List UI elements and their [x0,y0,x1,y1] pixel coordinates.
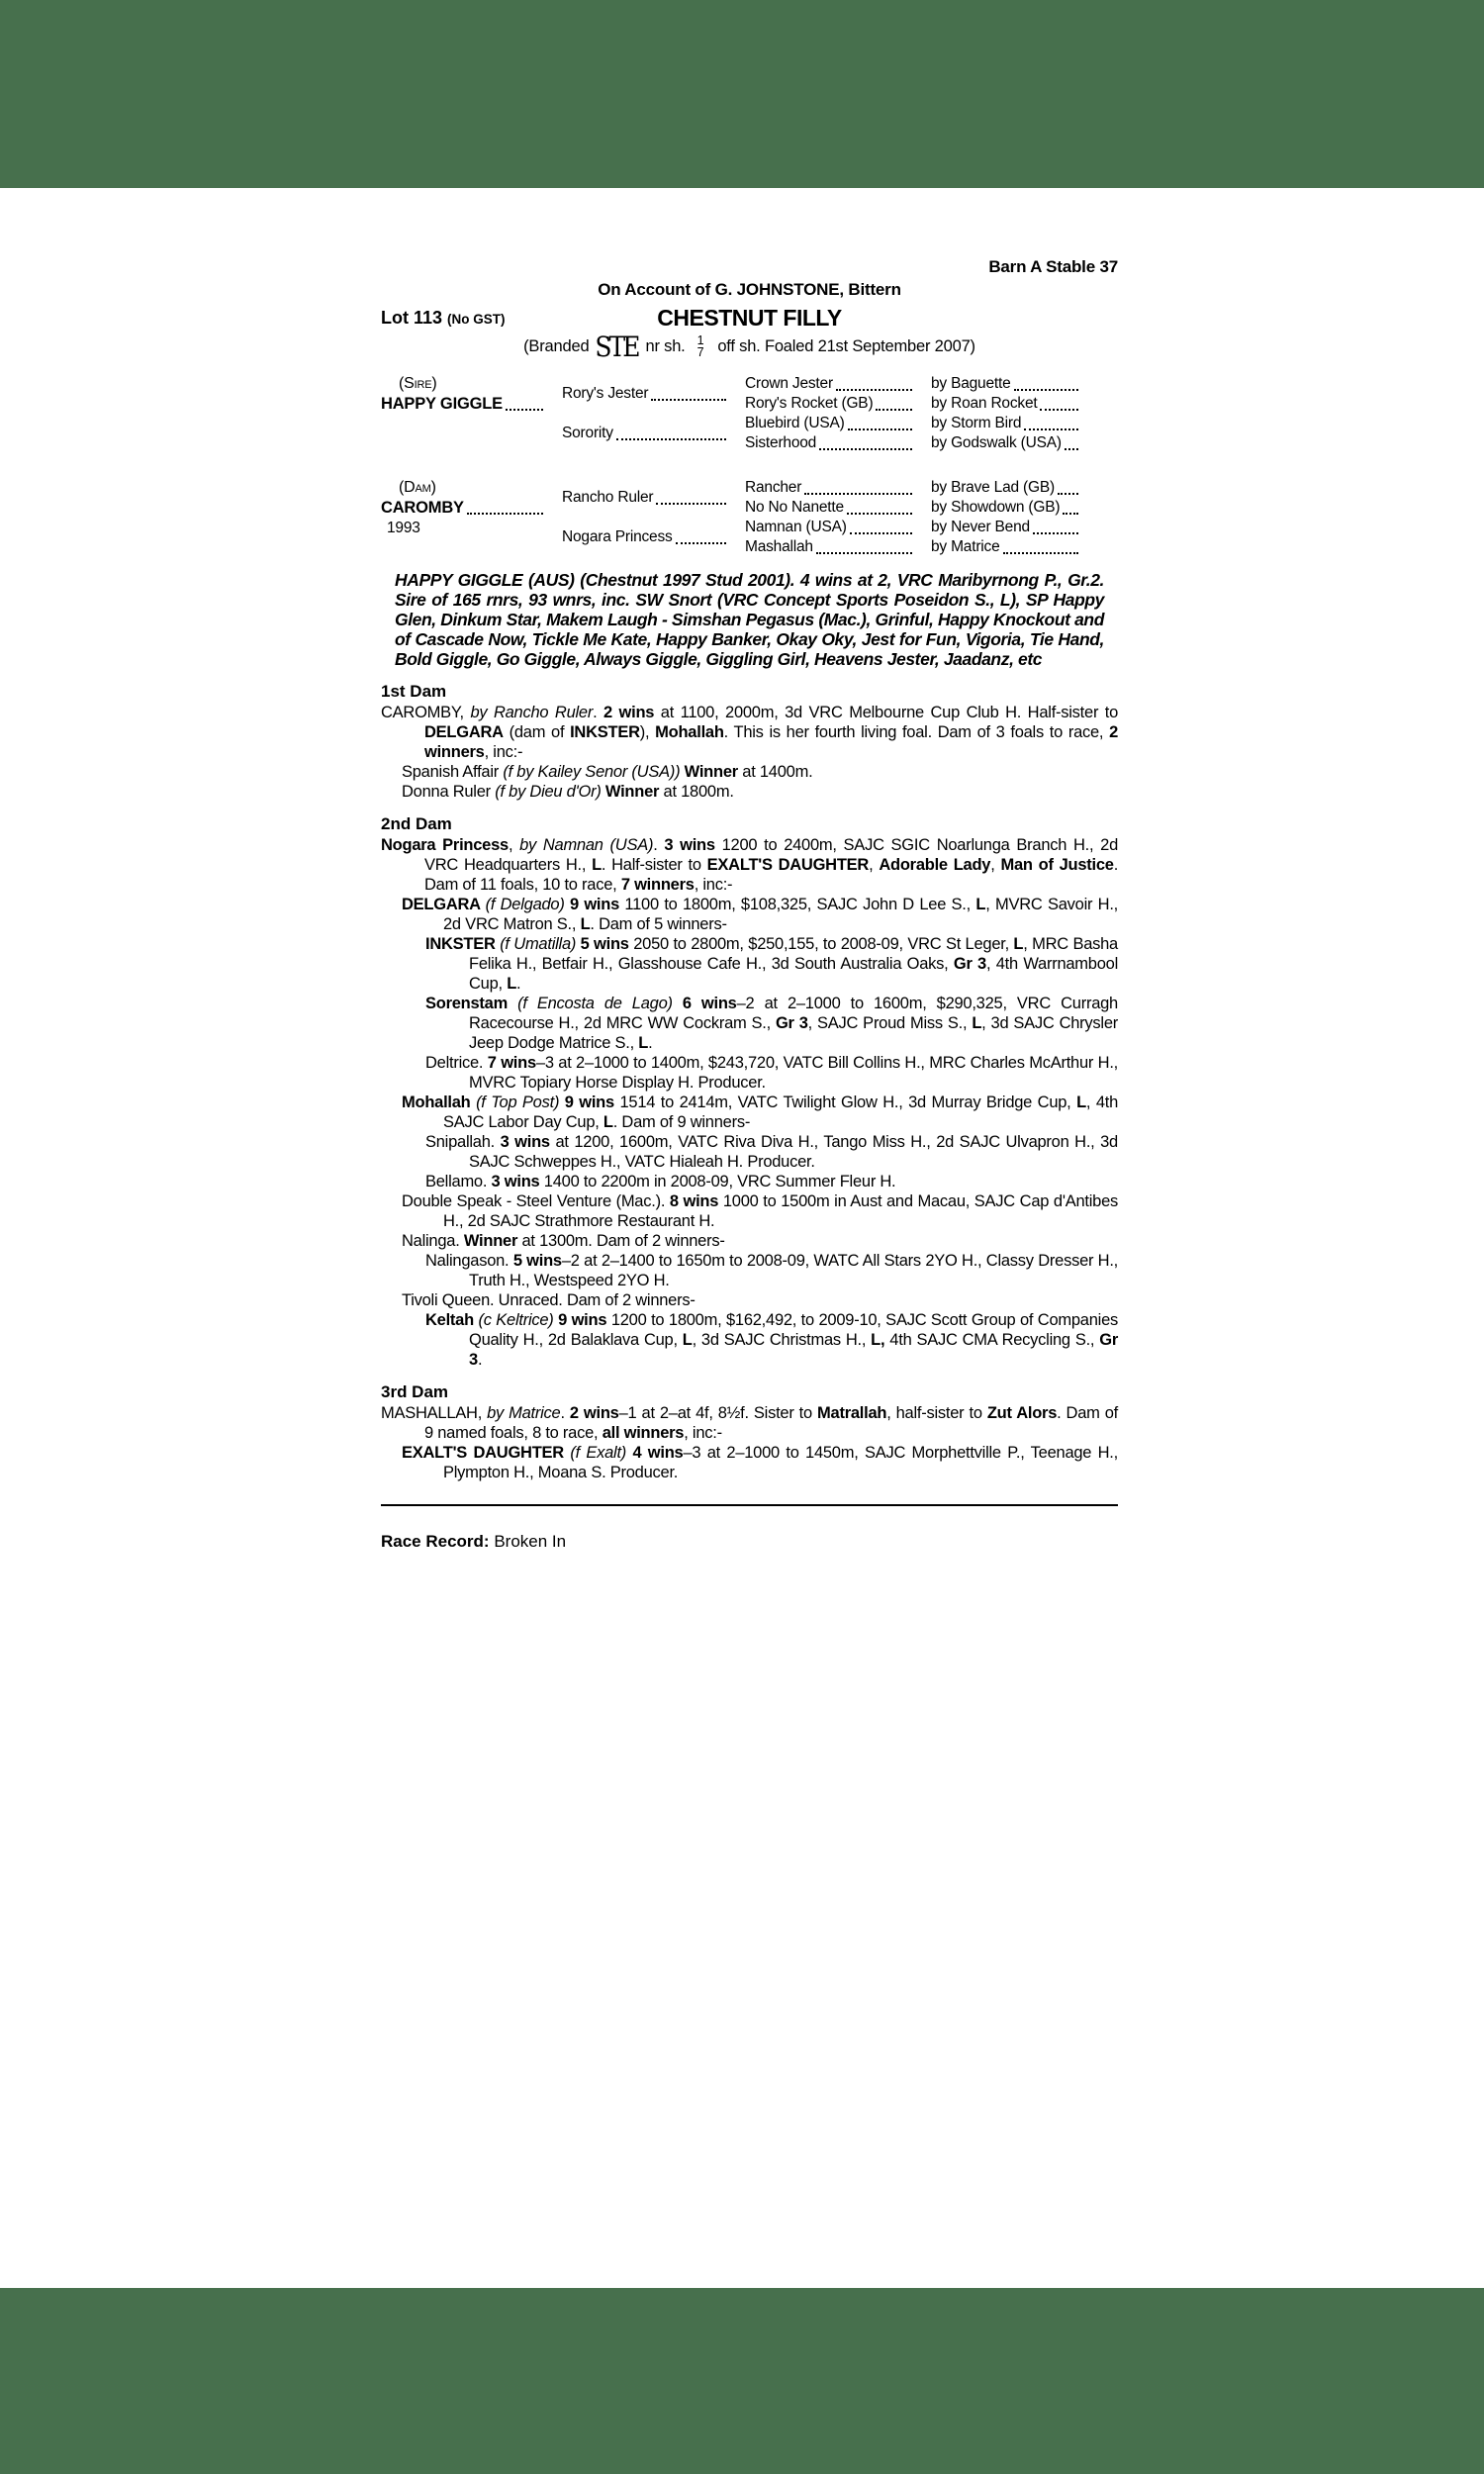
brand-mark: STE [595,330,638,363]
text-run: Matrallah [817,1404,887,1422]
horse-entry [402,895,1118,934]
horse-name: by Matrice [931,538,1000,555]
bottom-banner [0,2288,1484,2474]
text-run: 2050 to 2800m, $250,155, to 2008-09, VRC St Leger, [628,935,1014,953]
brand-fraction-top: 1 [696,333,704,347]
horse-title: CHESTNUT FILLY [657,305,842,331]
text-run: 3 wins [500,1133,550,1151]
dotted-leader [562,527,727,547]
text-run: Tivoli Queen. Unraced. Dam of 2 winners- [402,1291,696,1309]
text-run: EXALT'S DAUGHTER [402,1444,571,1462]
text-run: at 1300m. Dam of 2 winners- [517,1232,725,1250]
text-run: , half-sister to [886,1404,987,1422]
text-run: L [580,915,591,933]
text-run: at 1200, 1600m, VATC Riva Diva H., Tango Miss H., 2d SAJC Ulvapron H., 3d SAJC Schweppes H., VATC Hialeah H. Producer. [469,1133,1118,1171]
horse-name: by Baguette [931,375,1011,392]
text-run: 4 wins [632,1444,684,1462]
text-run: (c Keltrice) [478,1311,559,1329]
text-run: ), [639,723,656,741]
text-run: Gr 3 [775,1014,808,1032]
horse-name: Mashallah [745,538,813,555]
horse-name: Sisterhood [745,434,817,451]
pedigree-grandparent-cell [745,414,913,433]
text-run: INKSTER [425,935,501,953]
text-run: , inc:- [484,743,523,761]
text-run: . Half-sister to [601,856,707,874]
horse-entry [402,1093,1118,1132]
text-run: . [477,1351,483,1369]
text-run: . Dam of 5 winners- [590,915,727,933]
text-run: Deltrice. [425,1054,488,1072]
text-run: 1000 to 1500m in Aust and Macau, SAJC Cap d'Antibes H., 2d SAJC Strathmore Restaurant H. [443,1192,1119,1230]
horse-name: by Never Bend [931,519,1030,535]
brand-fraction [697,335,704,358]
pedigree-grandparent-cell [745,478,913,498]
text-run: L [507,975,517,993]
text-run: , MVRC Savoir H., 2d VRC Matron S., [443,896,1118,933]
text-run: L [1013,935,1024,953]
leader-dots [1065,448,1078,450]
pedigree-by-cell [931,394,1079,414]
divider-rule [381,1504,1118,1506]
text-run: Man of Justice [1000,856,1114,874]
leader-dots [819,448,912,450]
pedigree-by-cell [931,478,1079,498]
pedigree-parent-cell [562,518,727,557]
horse-entry [402,1443,1118,1482]
leader-dots [1058,493,1078,495]
pedigree-subject-cell [381,478,544,557]
sire-dam-label: (Sire) [399,375,437,392]
text-run: , [508,836,520,854]
text-run: (f Top Post) [476,1094,565,1111]
dotted-leader [931,478,1079,498]
horse-name: Crown Jester [745,375,833,392]
horse-entry [425,934,1118,994]
text-run: 9 wins [564,1094,614,1111]
dotted-leader [745,414,913,433]
horse-entry [402,782,1118,802]
account-line: On Account of G. JOHNSTONE, Bittern [598,280,901,299]
text-run: . This is her fourth living foal. Dam of 3 foals to race, [723,723,1110,741]
brand-foaled-text: off sh. Foaled 21st September 2007) [717,337,975,355]
pedigree-sire-block [381,374,1118,453]
horse-name: by Storm Bird [931,415,1022,431]
leader-dots [836,389,912,391]
text-run: L [592,856,602,874]
pedigree-grandparent-cell [745,433,913,453]
horse-name: by Showdown (GB) [931,499,1061,516]
text-run: by Namnan (USA) [519,836,654,854]
text-run: Snipallah. [425,1133,501,1151]
dotted-leader [745,433,913,453]
text-run: 9 wins [570,896,620,913]
horse-entry [402,1290,1118,1310]
horse-name: by Godswalk (USA) [931,434,1062,451]
horse-name: Rancho Ruler [562,489,654,506]
text-run: –2 at 2–1400 to 1650m to 2008-09, WATC All Stars 2YO H., Classy Dresser H., Truth H., Westspeed 2YO H. [469,1252,1118,1289]
leader-dots [1003,552,1079,554]
text-run: L [638,1034,649,1052]
text-run: . [648,1034,653,1052]
text-run: (dam of [503,723,571,741]
text-run: 2 winners [424,723,1118,761]
text-run: 4th SAJC CMA Recycling S., [884,1331,1100,1349]
text-run: Winner [604,783,660,801]
text-run: L [603,1113,613,1131]
text-run: L [975,896,986,913]
no-gst-label: (No GST) [447,312,506,327]
text-run: 1514 to 2414m, VATC Twilight Glow H., 3d Murray Bridge Cup, [613,1094,1077,1111]
pedigree-grandparent-cell [745,394,913,414]
dotted-leader [931,498,1079,518]
text-run: Zut Alors [986,1404,1058,1422]
sire-dam-label: (Dam) [399,479,436,496]
text-run: Winner [463,1232,518,1250]
horse-name: No No Nanette [745,499,844,516]
text-run: Mohallah [402,1094,477,1111]
dotted-leader [745,498,913,518]
pedigree-table [381,374,1118,557]
horse-name: Rancher [745,479,802,496]
text-run: Nalingason. [425,1252,513,1270]
top-banner [0,0,1484,188]
text-run: 1400 to 2200m in 2008-09, VRC Summer Fleur H. [539,1173,896,1190]
text-run: , inc:- [684,1424,722,1442]
leader-dots [1063,513,1078,515]
text-run: . [653,836,665,854]
pedigree-by-cell [931,518,1079,537]
pedigree-parent-cell [562,414,727,453]
leader-dots [1033,532,1078,534]
leader-dots [616,438,726,440]
dotted-leader [931,433,1079,453]
horse-name: Nogara Princess [562,528,673,545]
leader-dots [676,542,726,544]
race-record-label: Race Record: [381,1532,490,1551]
pedigree-grandparent-cell [745,537,913,557]
text-run: 5 wins [512,1252,562,1270]
horse-entry [425,1251,1118,1290]
leader-dots [804,493,912,495]
lot-row [381,304,1118,332]
dotted-leader [381,498,544,518]
text-run: 2 wins [569,1404,619,1422]
text-run: 3 wins [664,836,715,854]
text-run: (f Delgado) [485,896,570,913]
leader-dots [848,428,912,430]
lot-label: Lot 113 [381,308,443,328]
text-run: L [972,1014,982,1032]
text-run: –3 at 2–1000 to 1450m, SAJC Morphettville P., Teenage H., Plympton H., Moana S. Producer. [443,1444,1118,1481]
text-run: at 1400m. [737,763,813,781]
horse-name: HAPPY GIGGLE [381,395,503,413]
race-record [381,1532,1118,1552]
leader-dots [1014,389,1078,391]
text-run: by Rancho Ruler [470,704,594,721]
text-run: . Dam of 9 named foals, 8 to race, [424,1404,1118,1442]
text-run: L [1076,1094,1086,1111]
page-content [381,188,1118,1552]
section-heading: 1st Dam [381,682,447,701]
text-run: (f by Dieu d'Or) [495,783,605,801]
leader-dots [1024,428,1078,430]
horse-name: CAROMBY [381,499,464,517]
horse-entry [402,1191,1118,1231]
text-run: Adorable Lady [879,856,991,874]
text-run: MASHALLAH, [381,1404,488,1422]
text-run: by Matrice [487,1404,561,1422]
leader-dots [467,513,543,515]
text-run: Gr 3 [953,955,986,973]
text-run: , MRC Basha Felika H., Betfair H., Glasshouse Cafe H., 3d South Australia Oaks, [469,935,1118,973]
text-run: EXALT'S DAUGHTER [706,856,870,874]
dotted-leader [562,488,727,508]
text-run: 1100 to 1800m, $108,325, SAJC John D Lee S., [619,896,976,913]
brand-line [381,330,1118,363]
sire-summary-paragraph [381,570,1118,669]
leader-dots [816,552,912,554]
text-run: . Dam of 9 winners- [612,1113,751,1131]
pedigree-by-cell [931,537,1079,557]
text-run: . Dam of 11 foals, 10 to race, [424,856,1119,894]
horse-entry [425,1132,1118,1172]
text-run: . [560,1404,570,1422]
dotted-leader [381,394,544,414]
text-run: (f Umatilla) [500,935,581,953]
pedigree-dam-block [381,478,1118,557]
text-run: Winner [684,763,738,781]
text-run: Donna Ruler [402,783,496,801]
text-run: CAROMBY, [381,704,471,721]
text-run: at 1800m. [659,783,734,801]
text-run: 6 wins [682,995,737,1012]
pedigree-grandparent-cell [745,518,913,537]
leader-dots [850,532,912,534]
text-run: –2 at 2–1000 to 1600m, $290,325, VRC Curragh Racecourse H., 2d MRC WW Cockram S., [469,995,1118,1032]
text-run: 2 wins [603,704,655,721]
brand-prefix: (Branded [523,337,590,355]
text-run: Gr 3 [469,1331,1118,1369]
pedigree-parent-cell [562,478,727,518]
dotted-leader [745,518,913,537]
text-run: 1200 to 1800m, $162,492, to 2009-10, SAJC Scott Group of Companies Quality H., 2d Balaklava Cup, [469,1311,1118,1349]
leader-dots [1040,409,1078,411]
text-run: INKSTER [570,723,640,741]
text-run: , 4th Warrnambool Cup, [469,955,1118,993]
horse-entry [402,1231,1118,1251]
dotted-leader [562,424,727,443]
leader-dots [876,409,912,411]
text-run: . [593,704,604,721]
text-run: –3 at 2–1000 to 1400m, $243,720, VATC Bill Collins H., MRC Charles McArthur H., MVRC Topiary Horse Display H. Producer. [469,1054,1119,1092]
horse-entry [425,1172,1118,1191]
brand-near-side: nr sh. [645,337,686,355]
pedigree-grandparent-cell [745,374,913,394]
text-run: Sorenstam [425,995,518,1012]
text-run: Nalinga. [402,1232,464,1250]
dotted-leader [931,394,1079,414]
text-run: Mohallah [655,723,724,741]
horse-entry [402,762,1118,782]
section-heading: 2nd Dam [381,814,452,833]
text-run: , 4th SAJC Labor Day Cup, [443,1094,1119,1131]
horse-name: Rory's Jester [562,385,649,402]
lot-number [381,308,506,329]
pedigree-by-cell [931,374,1079,394]
horse-name: by Roan Rocket [931,395,1038,412]
horse-entry [381,835,1118,895]
dotted-leader [931,537,1079,557]
dotted-leader [931,518,1079,537]
text-run: , [990,856,1001,874]
dotted-leader [931,414,1079,433]
pedigree-by-cell [931,498,1079,518]
horse-entry [425,994,1118,1053]
text-run: (f by Kailey Senor (USA)) [503,763,685,781]
text-run: 1200 to 2400m, SAJC SGIC Noarlunga Branch H., 2d VRC Headquarters H., [424,836,1118,874]
horse-entry [425,1053,1118,1093]
dotted-leader [562,384,727,404]
horse-name: Bluebird (USA) [745,415,845,431]
pedigree-by-cell [931,433,1079,453]
pedigree-subject-cell [381,374,544,453]
text-run: at 1100, 2000m, 3d VRC Melbourne Cup Club H. Half-sister to [654,704,1119,721]
pedigree-grandparent-cell [745,498,913,518]
race-record-value: Broken In [494,1532,567,1551]
horse-entry [381,1403,1118,1443]
text-run: , 3d SAJC Chrysler Jeep Dodge Matrice S., [469,1014,1118,1052]
dotted-leader [745,394,913,414]
text-run: DELGARA [424,723,504,741]
text-run: Keltah [425,1311,479,1329]
text-run: 9 wins [558,1311,607,1329]
dotted-leader [745,478,913,498]
text-run: 5 wins [580,935,629,953]
text-run: 7 winners [620,876,695,894]
text-run: DELGARA [402,896,486,913]
text-run: , [869,856,880,874]
leader-dots [651,399,726,401]
horse-name: by Brave Lad (GB) [931,479,1055,496]
text-run: 7 wins [487,1054,536,1072]
pedigree-by-cell [931,414,1079,433]
text-run: , 3d SAJC Christmas H., [692,1331,872,1349]
leader-dots [506,409,543,411]
text-run: L, [871,1331,885,1349]
text-run: (f Exalt) [570,1444,633,1462]
leader-dots [656,503,726,505]
horse-name: Namnan (USA) [745,519,847,535]
text-run: all winners [602,1424,685,1442]
text-run: (f Encosta de Lago) [517,995,683,1012]
text-run: HAPPY GIGGLE (AUS) (Chestnut 1997 Stud 2001). 4 wins at 2, VRC Maribyrnong P., Gr.2. Sire of 165 rnrs, 93 wnrs, inc. SW Snort (VRC Concept Sports Poseidon S., L), SP Happy Glen, Dinkum Star, Makem Laugh - Simshan Pegasus (Mac.), Grinful, Happy Knockout and of Cascade Now, Tickle Me Kate, Happy Banker, Okay Oky, Jest for Fun, Vigoria, Tie Hand, Bold Giggle, Go Giggle, Always Giggle, Giggling Girl, Heavens Jester, Jaadanz, etc [395,570,1104,669]
text-run: , inc:- [694,876,733,894]
text-run: . [516,975,521,993]
barn-label: Barn A Stable 37 [988,257,1118,276]
foaling-year: 1993 [387,520,420,536]
dam-sections [381,682,1118,1482]
text-run: L [682,1331,693,1349]
dotted-leader [745,374,913,394]
text-run: , SAJC Proud Miss S., [807,1014,973,1032]
horse-name: Rory's Rocket (GB) [745,395,874,412]
horse-entry [381,703,1118,762]
section-heading: 3rd Dam [381,1382,449,1401]
text-run: –1 at 2–at 4f, 8½f. Sister to [618,1404,818,1422]
dotted-leader [745,537,913,557]
text-run: Double Speak - Steel Venture (Mac.). [402,1192,670,1210]
leader-dots [847,513,912,515]
dotted-leader [931,374,1079,394]
text-run: Nogara Princess [381,836,509,854]
text-run: Bellamo. [425,1173,492,1190]
horse-entry [425,1310,1118,1370]
text-run: Spanish Affair [402,763,504,781]
text-run: 8 wins [669,1192,719,1210]
text-run: 3 wins [491,1173,540,1190]
pedigree-parent-cell [562,374,727,414]
brand-fraction-bottom: 7 [696,344,704,359]
horse-name: Sorority [562,425,613,441]
